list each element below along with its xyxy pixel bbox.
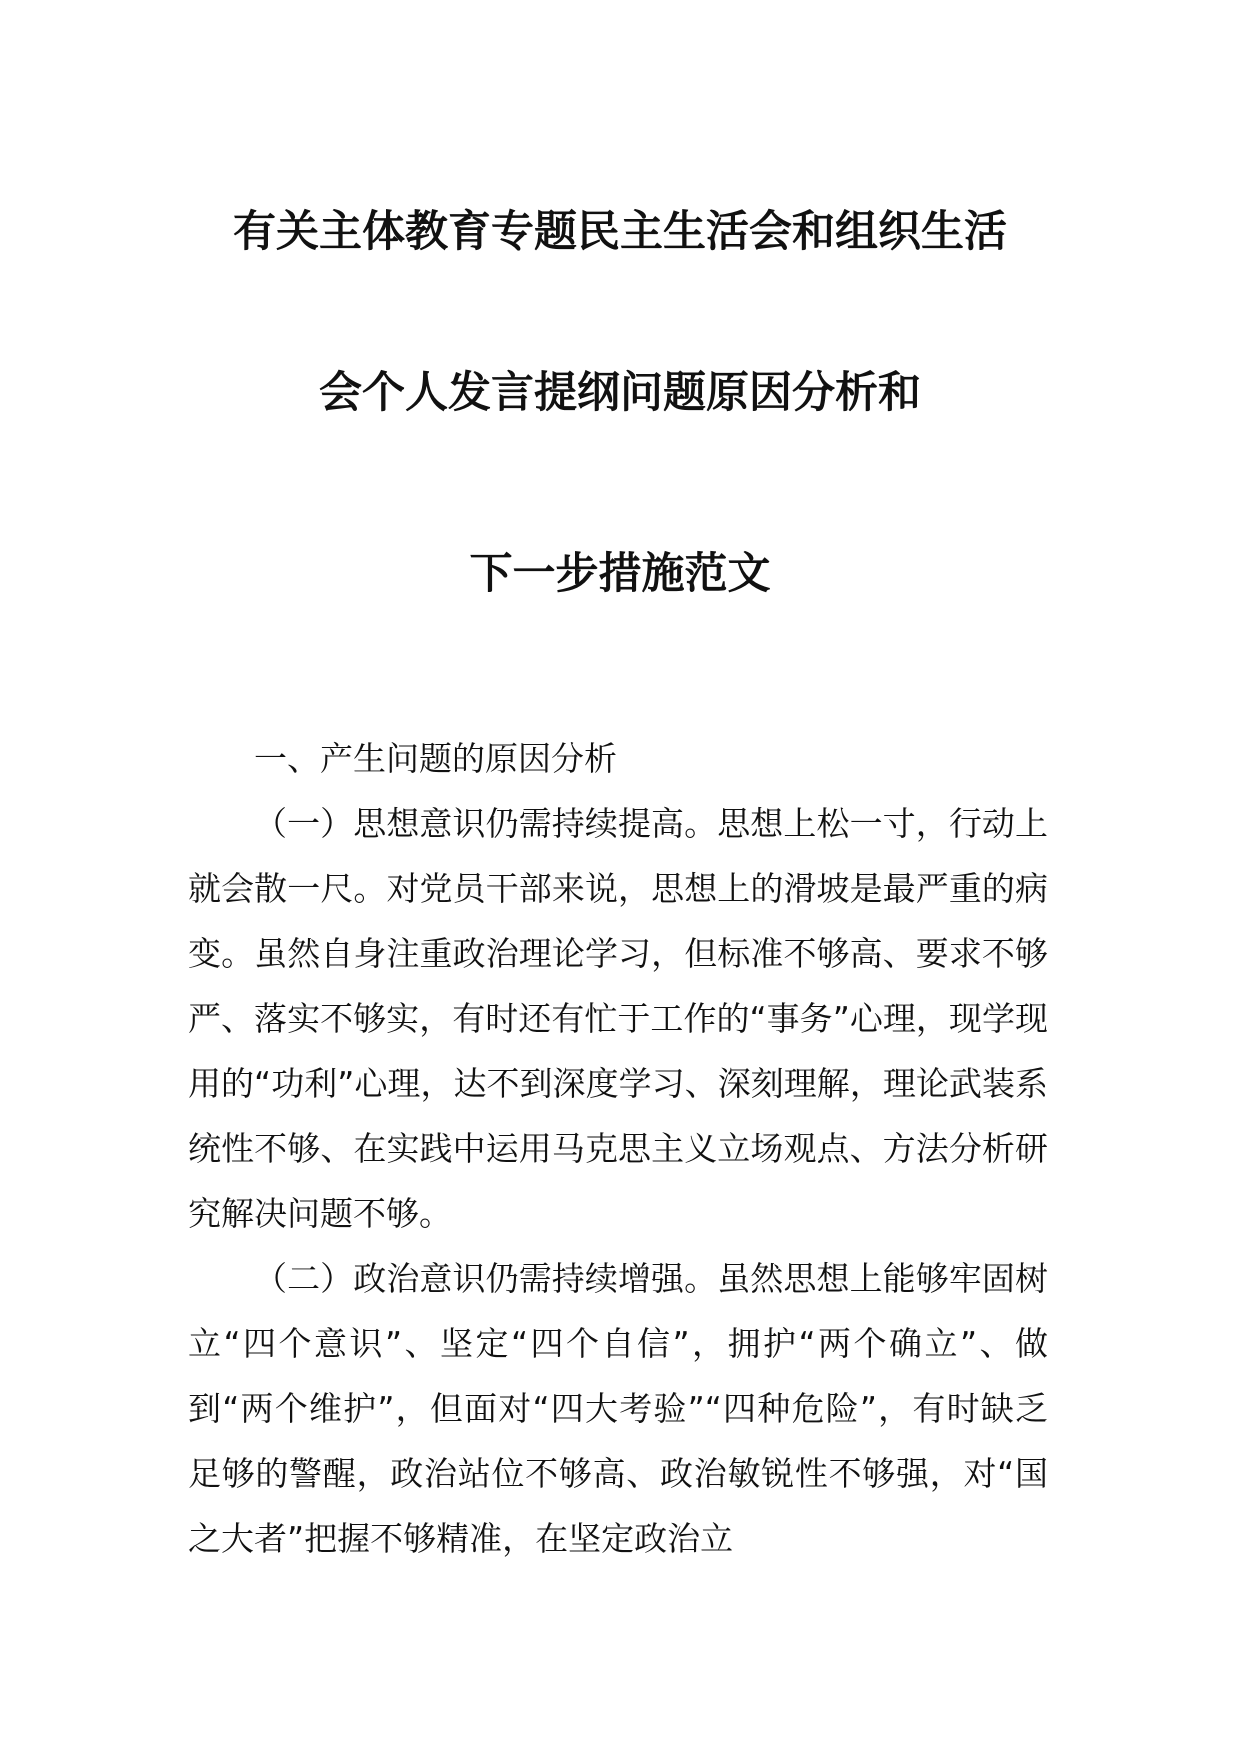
body-paragraph-2: （二）政治意识仍需持续增强。虽然思想上能够牢固树立“四个意识”、坚定“四个自信”，拥护“两个确立”、做到“两个维护”，但面对“四大考验”“四种危险”，有时缺乏足够的警醒，政治站位不够高、政治敏锐性不够强，对“国之大者”把握不够精准，在坚定政治立 xyxy=(188,1259,1048,1558)
section-heading: 一、产生问题的原因分析 xyxy=(254,739,617,778)
document-body xyxy=(188,726,1048,1571)
document-title-line-1: 有关主体教育专题民主生活会和组织生活 xyxy=(233,207,1007,257)
document-title-line-2: 会个人发言提纲问题原因分析和 xyxy=(319,368,921,418)
document-title-line-3: 下一步措施范文 xyxy=(469,549,771,599)
body-paragraph-1: （一）思想意识仍需持续提高。思想上松一寸，行动上就会散一尺。对党员干部来说，思想上的滑坡是最严重的病变。虽然自身注重政治理论学习，但标准不够高、要求不够严、落实不够实，有时还有忙于工作的“事务”心理，现学现用的“功利”心理，达不到深度学习、深刻理解，理论武装系统性不够、在实践中运用马克思主义立场观点、方法分析研究解决问题不够。 xyxy=(188,804,1048,1233)
